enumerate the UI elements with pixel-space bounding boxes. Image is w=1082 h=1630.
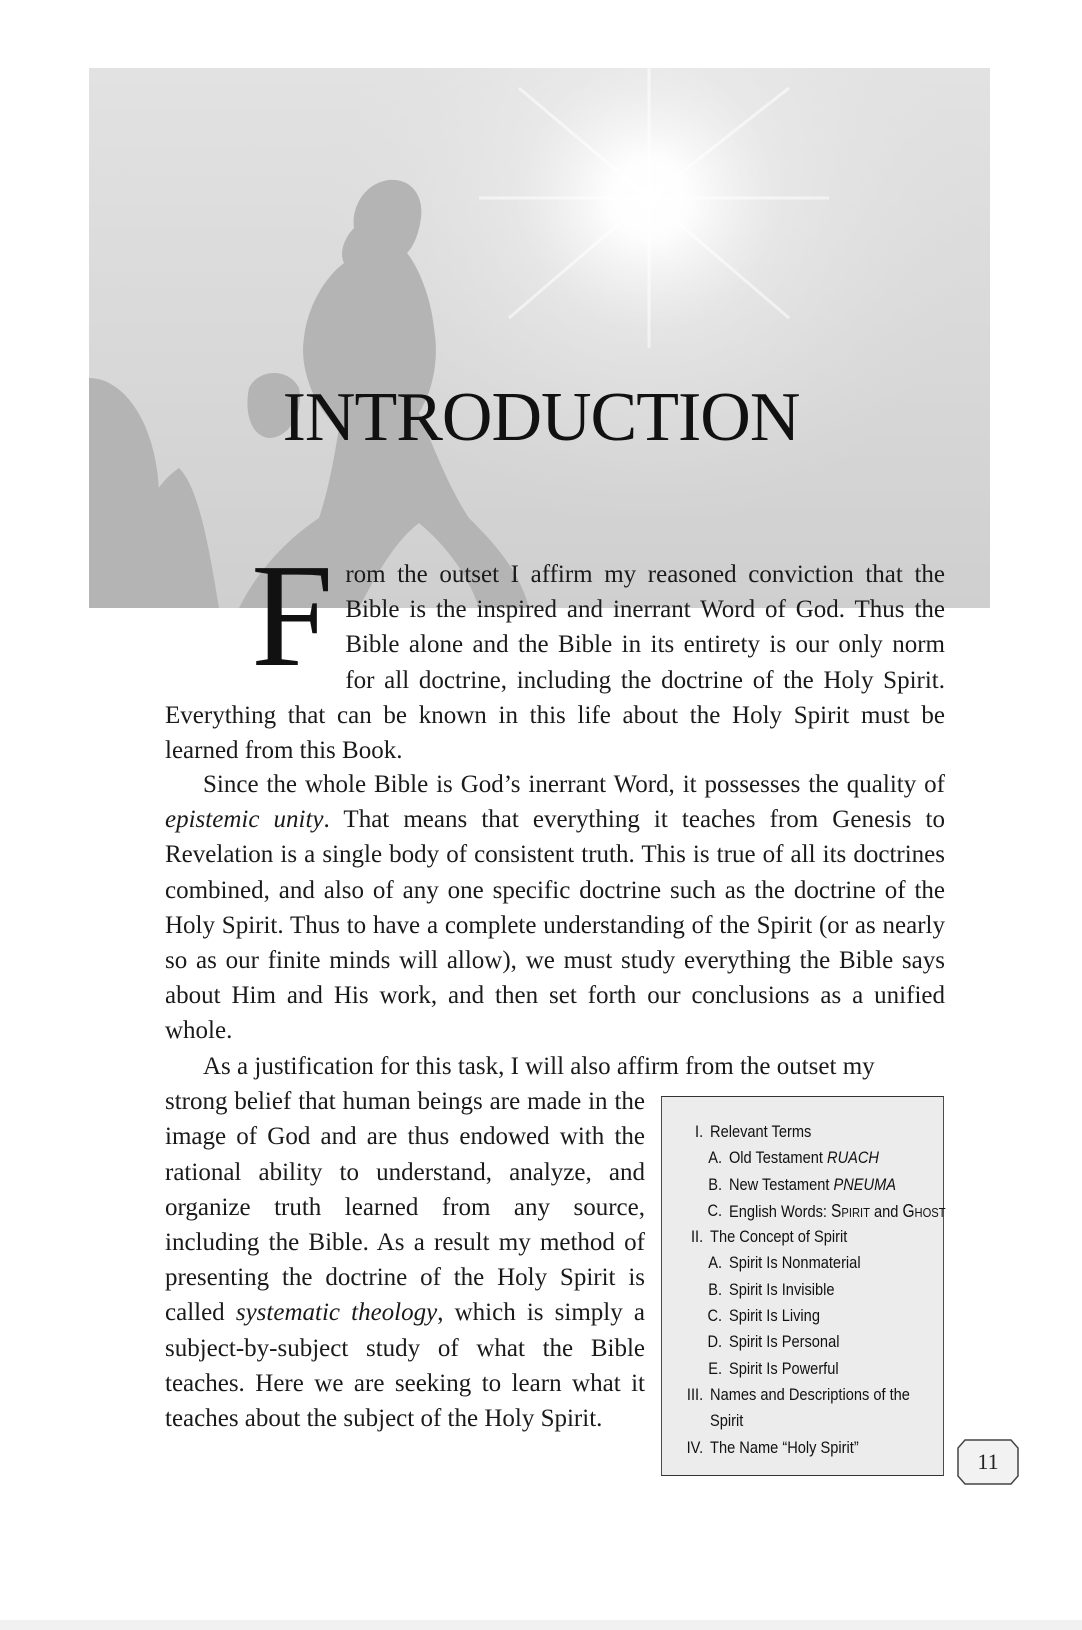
outline-label-text: English Words:	[728, 1201, 832, 1221]
outline-label: Spirit Is Powerful	[728, 1358, 839, 1378]
paragraph-3-text-b: , which is simply a subject-by-subject study of what the Bible teaches. Here we are seeking to learn what it teaches about the subject of the Holy Spirit.	[165, 1299, 645, 1433]
paragraph-2-emphasis: epistemic unity	[165, 806, 324, 834]
paragraph-3-column	[165, 1084, 645, 1436]
outline-label: Spirit Is Nonmaterial	[728, 1253, 861, 1273]
outline-label	[729, 1198, 946, 1225]
chapter-outline-box	[661, 1096, 944, 1476]
outline-number: I.	[695, 1122, 704, 1141]
outline-number: B.	[708, 1279, 723, 1299]
outline-item	[662, 1119, 943, 1145]
outline-term: Spirit	[831, 1200, 870, 1221]
header-photo	[89, 68, 990, 608]
outline-term: RUACH	[827, 1148, 879, 1168]
outline-term: Ghost	[902, 1200, 946, 1221]
outline-subitem	[662, 1172, 943, 1198]
outline-label: Spirit	[710, 1411, 744, 1431]
outline-subitem	[662, 1303, 943, 1329]
paragraph-2	[165, 767, 945, 1049]
outline-subitem	[662, 1329, 943, 1355]
outline-number: IV.	[686, 1437, 704, 1457]
outline-number: III.	[686, 1384, 704, 1404]
outline-number: B.	[708, 1174, 723, 1194]
outline-label	[729, 1145, 879, 1171]
outline-label-text: New Testament	[728, 1174, 834, 1194]
outline-number: D.	[707, 1332, 723, 1352]
outline-subitem	[662, 1277, 943, 1303]
outline-subitem	[662, 1145, 943, 1171]
paragraph-3-text-a: strong belief that human beings are made in the image of God and are thus endowed with the rational ability to understand, analyze, and organize truth learned from any source, including the Bible. As a result my method of presenting the doctrine of the Holy Spirit is called	[165, 1088, 645, 1327]
outline-subitem	[662, 1250, 943, 1276]
outline-number: C.	[707, 1306, 723, 1326]
page-number: 11	[977, 1449, 999, 1474]
paragraph-2-text-a: Since the whole Bible is God’s inerrant Word, it possesses the quality of	[203, 771, 945, 798]
drop-cap: F	[251, 534, 334, 698]
paragraph-3-first-line: As a justification for this task, I will also affirm from the outset my	[203, 1053, 875, 1080]
outline-item-continuation	[662, 1408, 943, 1434]
chapter-title: INTRODUCTION	[282, 379, 800, 456]
outline-label: Spirit Is Living	[728, 1306, 820, 1326]
outline-label	[729, 1172, 896, 1198]
outline-subitem	[662, 1198, 946, 1224]
outline-label: Spirit Is Invisible	[728, 1279, 835, 1299]
paragraph-1-text: rom the outset I affirm my reasoned conviction that the Bible is the inspired and inerrant Word of God. Thus the Bible alone and the Bible in its entirety is our only norm for all doctrine, including the doctrine of the Holy Spirit. Everything that can be known in this life about the Holy Spirit must be learned from this Book.	[165, 561, 945, 765]
outline-label: The Concept of Spirit	[710, 1227, 848, 1247]
paragraph-3-emphasis: systematic theology	[235, 1299, 438, 1327]
outline-label: Spirit Is Personal	[728, 1332, 840, 1352]
outline-subitem	[662, 1356, 943, 1382]
paragraph-1	[165, 534, 945, 768]
outline-item	[662, 1435, 943, 1461]
outline-label: Names and Descriptions of the	[710, 1384, 910, 1404]
outline-label: The Name “Holy Spirit”	[710, 1437, 859, 1457]
outline-item	[662, 1382, 943, 1408]
outline-number: E.	[708, 1358, 723, 1378]
hiker-sun-photo	[89, 68, 990, 608]
outline-label: Relevant Terms	[710, 1122, 812, 1141]
outline-number: II.	[690, 1227, 704, 1247]
outline-number: A.	[708, 1148, 723, 1168]
outline-item	[662, 1224, 943, 1250]
outline-number: A.	[708, 1253, 723, 1273]
outline-label-text: and	[869, 1201, 903, 1221]
outline-label-text: Old Testament	[728, 1148, 828, 1168]
outline-number: C.	[707, 1200, 723, 1220]
paragraph-2-text-b: . That means that everything it teaches from Genesis to Revelation is a single body of consistent truth. This is true of all its doctrines combined, and also of any one specific doctrine such as the doctrine of the Holy Spirit. Thus to have a complete understanding of the Spirit (or as nearly so as our finite minds will allow), we must study everything the Bible says about Him and His work, and then set forth our conclusions as a unified whole.	[165, 806, 945, 1045]
outline-term: PNEUMA	[833, 1174, 897, 1194]
